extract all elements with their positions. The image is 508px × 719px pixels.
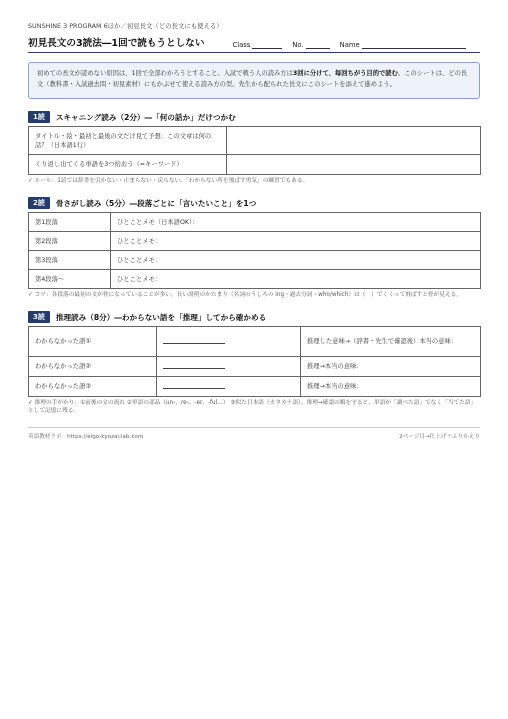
word-label: わからなかった語③ — [29, 377, 157, 397]
memo-cell[interactable]: ひとことメモ： — [111, 232, 481, 251]
table-row — [29, 327, 481, 357]
section-3-note: ✓ 推理の手がかり：①前後の文の流れ ②単語の部品（un-、re-、-er、-ful…） ③似た日本語（カタカナ語）。推理→確認の順を守ると、単語が「調べた語」でなく「当てた語」として記憶に残る。 — [28, 400, 477, 414]
memo-cell[interactable]: ひとことメモ： — [111, 251, 481, 270]
section-2-note: ✓ コツ：各段落の最初の文が骨になっていることが多い。長い説明のかたまり（名詞のうしろの ing・過去分詞・who/which）は（ ）でくくって飛ばすと骨が見える。 — [28, 292, 463, 298]
paragraph-label: 第3段落 — [29, 251, 111, 270]
name-label: Name — [339, 41, 360, 49]
table-row — [29, 232, 481, 251]
word-blank-cell[interactable] — [157, 327, 301, 357]
intro-box — [28, 62, 480, 99]
word-blank-line[interactable] — [163, 337, 225, 344]
section-2-table — [28, 212, 481, 289]
table-row — [29, 127, 481, 155]
table-row — [29, 155, 481, 175]
footer-site: 英語教材ラボ https://eigo-kyozai-lab.com — [28, 434, 144, 440]
class-field[interactable] — [252, 40, 282, 49]
intro-bold-text: 3回に分けて、毎回ちがう目的で読む — [292, 70, 398, 77]
guess-cell[interactable]: 推理→本当の意味： — [301, 357, 481, 377]
word-blank-cell[interactable] — [157, 357, 301, 377]
section-2-title: 骨さがし読み（5分）―段落ごとに「言いたいこと」を1つ — [55, 198, 257, 208]
guess-cell[interactable]: 推理した意味→（辞書・先生で確認後）本当の意味： — [301, 327, 481, 357]
word-label: わからなかった語① — [29, 327, 157, 357]
section-2-header — [28, 197, 480, 209]
section-3-badge: 3読 — [28, 311, 50, 323]
memo-cell[interactable]: ひとことメモ： — [111, 270, 481, 289]
paragraph-label: 第1段落 — [29, 213, 111, 232]
word-blank-cell[interactable] — [157, 377, 301, 397]
table-row — [29, 213, 481, 232]
section-3-table — [28, 326, 481, 397]
row-label: くり返し出てくる単語を3つ拾おう（=キーワード） — [29, 155, 227, 175]
word-label: わからなかった語② — [29, 357, 157, 377]
intro-text-2: 。このシートは、どの長文（教科書・入試過去問・初見素材）にもかぶせて使える読み方の型。先生から配られた長文にこのシートを添えて進めよう。 — [37, 70, 468, 88]
section-1-note: ✓ ルール：1読では辞書を引かない・止まらない・戻らない。「わからない所を飛ばす勇気」の練習でもある。 — [28, 178, 309, 184]
table-row — [29, 251, 481, 270]
paragraph-label: 第2段落 — [29, 232, 111, 251]
section-3-header — [28, 311, 480, 323]
paragraph-label: 第4段落〜 — [29, 270, 111, 289]
table-row — [29, 357, 481, 377]
name-field[interactable] — [362, 40, 466, 49]
section-1-header — [28, 111, 480, 123]
table-row — [29, 377, 481, 397]
answer-cell[interactable] — [227, 127, 481, 155]
section-3-title: 推理読み（8分）―わからない語を「推理」してから確かめる — [55, 312, 267, 322]
footer-next-page: 2ページ目→仕上げ＋ふりかえり — [399, 434, 480, 440]
word-blank-line[interactable] — [163, 362, 225, 369]
word-blank-line[interactable] — [163, 382, 225, 389]
no-label: No. — [292, 41, 304, 49]
answer-cell[interactable] — [227, 155, 481, 175]
memo-cell[interactable]: ひとことメモ（日本語OK）： — [111, 213, 481, 232]
table-row — [29, 270, 481, 289]
section-2-badge: 2読 — [28, 197, 50, 209]
section-1-title: スキャニング読み（2分）―「何の話か」だけつかむ — [55, 112, 236, 122]
section-1-badge: 1読 — [28, 111, 50, 123]
course-label: SUNSHINE 3 PROGRAM 6ほか／初見長文（どの長文にも使える） — [28, 22, 223, 30]
number-field[interactable] — [306, 40, 330, 49]
student-info-fields — [222, 40, 465, 49]
class-label: Class — [232, 41, 251, 49]
intro-text-1: 初めての長文が読めない原因は、1回で全部わかろうとすること。入試で戦う人の読み方は — [37, 70, 293, 77]
title-divider — [28, 52, 480, 53]
page-title: 初見長文の3読法―1回で読もうとしない — [28, 38, 205, 49]
section-1-table — [28, 126, 481, 175]
title-row — [28, 35, 480, 49]
row-label: タイトル・絵・最初と最後の文だけ見て予想：この文章は何の話？（日本語1行） — [29, 127, 227, 155]
page-footer — [28, 427, 480, 440]
guess-cell[interactable]: 推理→本当の意味： — [301, 377, 481, 397]
